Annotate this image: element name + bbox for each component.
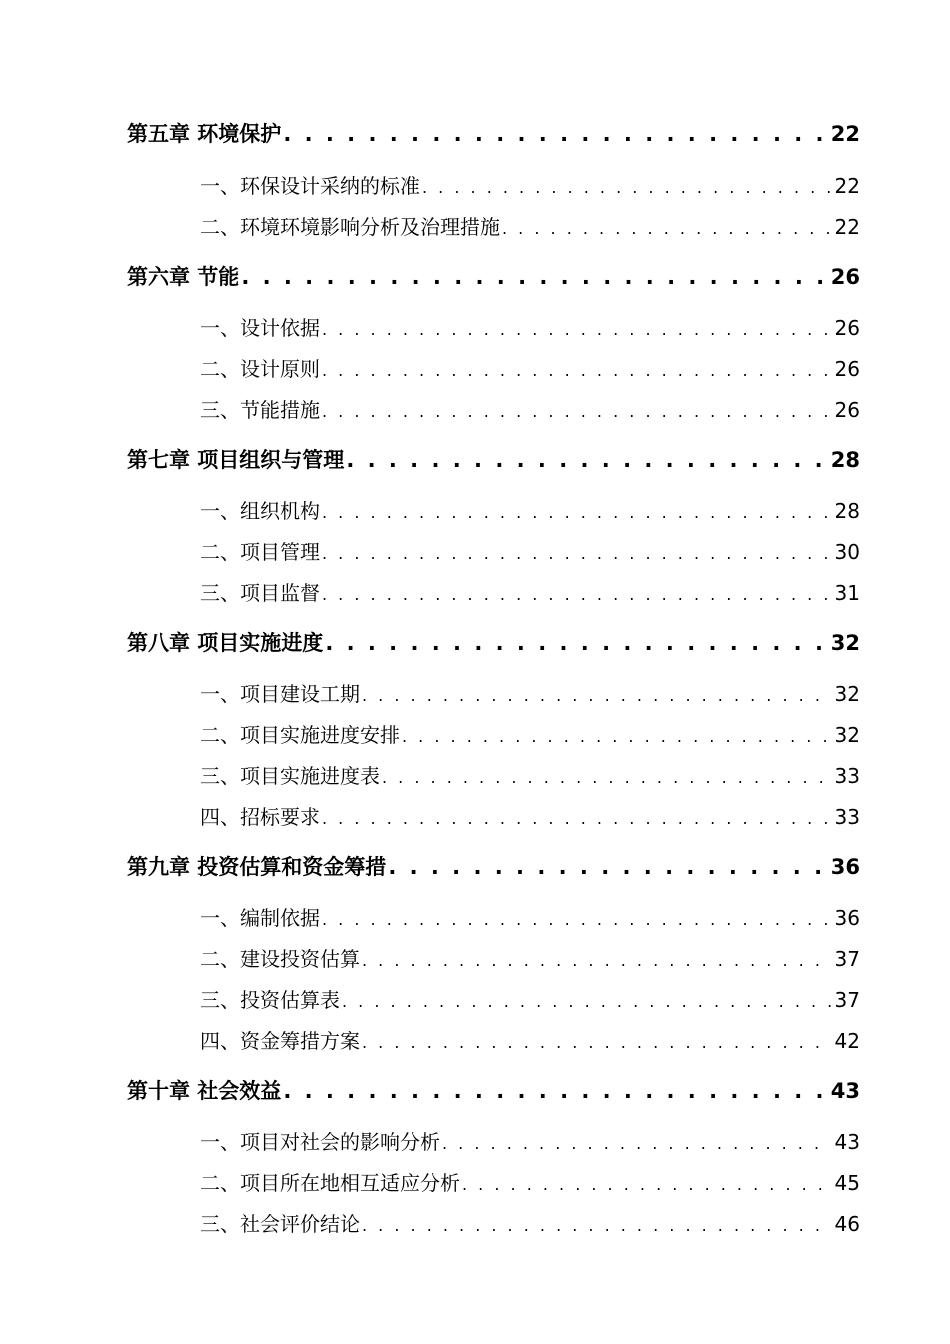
- toc-entry-page-number: 43: [830, 1079, 860, 1103]
- toc-section-entry[interactable]: [200, 495, 860, 524]
- toc-entry-page-number: 33: [834, 764, 860, 788]
- toc-entry-page-number: 33: [834, 805, 860, 829]
- toc-section-entry[interactable]: [200, 984, 860, 1013]
- toc-entry-page-number: 28: [834, 499, 860, 523]
- toc-section-entry[interactable]: [200, 1126, 860, 1155]
- dot-leader: [462, 1175, 831, 1194]
- toc-entry-page-number: 26: [830, 265, 860, 289]
- toc-entry-title: 第九章 投资估算和资金筹措: [127, 855, 387, 879]
- toc-entry-title: 三、投资估算表: [200, 988, 340, 1012]
- toc-entry-page-number: 32: [830, 631, 860, 655]
- toc-entry-title: 第八章 项目实施进度: [127, 631, 324, 655]
- toc-entry-title: 二、项目所在地相互适应分析: [200, 1171, 460, 1195]
- toc-entry-title: 三、项目实施进度表: [200, 764, 380, 788]
- toc-section-entry[interactable]: [200, 536, 860, 565]
- toc-entry-page-number: 36: [830, 855, 860, 879]
- toc-entry-title: 一、环保设计采纳的标准: [200, 174, 420, 198]
- toc-entry-page-number: 32: [834, 682, 860, 706]
- toc-entry-title: 二、环境环境影响分析及治理措施: [200, 215, 500, 239]
- toc-section-entry[interactable]: [200, 170, 860, 199]
- toc-entry-title: 三、社会评价结论: [200, 1212, 360, 1236]
- toc-entry-title: 二、建设投资估算: [200, 947, 360, 971]
- toc-entry-page-number: 22: [834, 174, 860, 198]
- toc-section-entry[interactable]: [200, 801, 860, 830]
- toc-entry-title: 第十章 社会效益: [127, 1079, 282, 1103]
- toc-entry-title: 四、资金筹措方案: [200, 1029, 360, 1053]
- toc-section-entry[interactable]: [200, 394, 860, 423]
- toc-entry-page-number: 46: [834, 1212, 860, 1236]
- dot-leader: [362, 1033, 831, 1052]
- dot-leader: [362, 686, 831, 705]
- dot-leader: [325, 631, 826, 655]
- dot-leader: [362, 1216, 831, 1235]
- toc-entry-page-number: 32: [834, 723, 860, 747]
- toc-entry-title: 二、项目管理: [200, 540, 320, 564]
- dot-leader: [362, 951, 831, 970]
- dot-leader: [382, 768, 831, 787]
- toc-entry-page-number: 36: [834, 906, 860, 930]
- toc-section-entry[interactable]: [200, 943, 860, 972]
- toc-entry-title: 第七章 项目组织与管理: [127, 448, 345, 472]
- toc-entry-title: 一、组织机构: [200, 499, 320, 523]
- toc-chapter-entry[interactable]: [127, 851, 860, 881]
- dot-leader: [322, 544, 831, 563]
- dot-leader: [241, 265, 826, 289]
- dot-leader: [342, 992, 831, 1011]
- toc-entry-page-number: 37: [834, 947, 860, 971]
- toc-entry-page-number: 37: [834, 988, 860, 1012]
- toc-entry-page-number: 42: [834, 1029, 860, 1053]
- dot-leader: [502, 219, 831, 238]
- toc-entry-page-number: 26: [834, 357, 860, 381]
- dot-leader: [283, 122, 826, 146]
- dot-leader: [322, 585, 831, 604]
- toc-entry-page-number: 22: [834, 215, 860, 239]
- toc-entry-title: 二、项目实施进度安排: [200, 723, 400, 747]
- toc-chapter-entry[interactable]: [127, 444, 860, 474]
- dot-leader: [283, 1079, 826, 1103]
- toc-entry-title: 四、招标要求: [200, 805, 320, 829]
- toc-entry-title: 一、编制依据: [200, 906, 320, 930]
- dot-leader: [388, 855, 826, 879]
- dot-leader: [322, 402, 831, 421]
- toc-section-entry[interactable]: [200, 312, 860, 341]
- dot-leader: [322, 361, 831, 380]
- toc-entry-page-number: 45: [834, 1171, 860, 1195]
- toc-section-entry[interactable]: [200, 1208, 860, 1237]
- toc-entry-page-number: 30: [834, 540, 860, 564]
- toc-entry-title: 一、项目对社会的影响分析: [200, 1130, 440, 1154]
- toc-entry-page-number: 26: [834, 398, 860, 422]
- toc-section-entry[interactable]: [200, 577, 860, 606]
- toc-entry-title: 三、节能措施: [200, 398, 320, 422]
- dot-leader: [322, 809, 831, 828]
- dot-leader: [322, 503, 831, 522]
- toc-entry-page-number: 31: [834, 581, 860, 605]
- toc-entry-page-number: 22: [830, 122, 860, 146]
- toc-chapter-entry[interactable]: [127, 118, 860, 148]
- toc-section-entry[interactable]: [200, 1167, 860, 1196]
- toc-entry-page-number: 43: [834, 1130, 860, 1154]
- toc-section-entry[interactable]: [200, 1025, 860, 1054]
- toc-entry-title: 二、设计原则: [200, 357, 320, 381]
- toc-section-entry[interactable]: [200, 211, 860, 240]
- toc-entry-page-number: 28: [830, 448, 860, 472]
- toc-chapter-entry[interactable]: [127, 261, 860, 291]
- toc-chapter-entry[interactable]: [127, 1075, 860, 1105]
- toc-entry-title: 一、设计依据: [200, 316, 320, 340]
- toc-entry-page-number: 26: [834, 316, 860, 340]
- toc-chapter-entry[interactable]: [127, 627, 860, 657]
- toc-section-entry[interactable]: [200, 760, 860, 789]
- toc-entry-title: 第五章 环境保护: [127, 122, 282, 146]
- toc-section-entry[interactable]: [200, 353, 860, 382]
- toc-entry-title: 第六章 节能: [127, 265, 240, 289]
- toc-entry-title: 三、项目监督: [200, 581, 320, 605]
- dot-leader: [346, 448, 826, 472]
- dot-leader: [442, 1134, 831, 1153]
- toc-entry-title: 一、项目建设工期: [200, 682, 360, 706]
- dot-leader: [422, 178, 831, 197]
- toc-section-entry[interactable]: [200, 678, 860, 707]
- dot-leader: [322, 320, 831, 339]
- toc-section-entry[interactable]: [200, 902, 860, 931]
- dot-leader: [402, 727, 831, 746]
- dot-leader: [322, 910, 831, 929]
- toc-section-entry[interactable]: [200, 719, 860, 748]
